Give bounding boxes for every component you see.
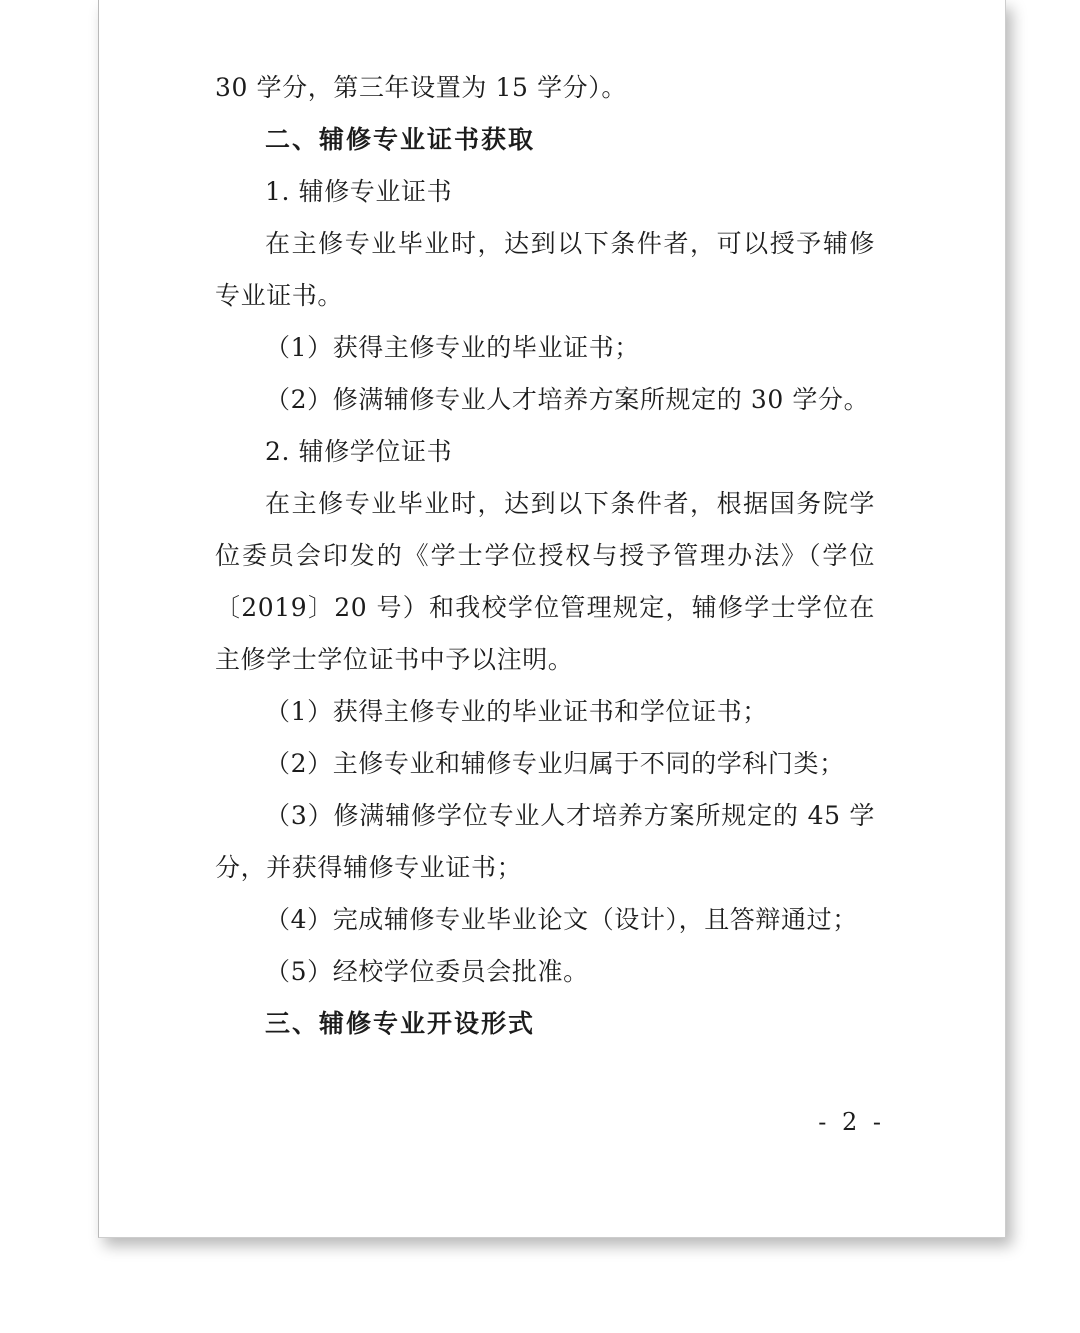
list-item-minor-degree-4: （4）完成辅修专业毕业论文（设计），且答辩通过； bbox=[265, 905, 858, 934]
page-number: - 2 - bbox=[818, 1108, 885, 1136]
section-heading-two: 二、辅修专业证书获取 bbox=[265, 125, 536, 154]
document-text-body bbox=[215, 62, 875, 1050]
list-item-minor-degree-5: （5）经校学位委员会批准。 bbox=[265, 957, 589, 986]
paragraph-minor-certificate-condition: 在主修专业毕业时，达到以下条件者，可以授予辅修专业证书。 bbox=[215, 229, 875, 310]
list-item-minor-degree-3: （3）修满辅修学位专业人才培养方案所规定的 45 学分，并获得辅修专业证书； bbox=[215, 801, 875, 882]
subsection-minor-degree-certificate: 2. 辅修学位证书 bbox=[265, 437, 453, 466]
section-heading-three: 三、辅修专业开设形式 bbox=[265, 1009, 536, 1038]
paragraph-minor-degree-condition: 在主修专业毕业时，达到以下条件者，根据国务院学位委员会印发的《学士学位授权与授予管理办法》（学位〔2019〕20 号）和我校学位管理规定，辅修学士学位在主修学士学位证书中予以注明。 bbox=[215, 489, 875, 674]
subsection-minor-certificate: 1. 辅修专业证书 bbox=[265, 177, 453, 206]
list-item-minor-degree-2: （2）主修专业和辅修专业归属于不同的学科门类； bbox=[265, 749, 845, 778]
list-item-minor-cert-2: （2）修满辅修专业人才培养方案所规定的 30 学分。 bbox=[265, 385, 870, 414]
document-page-content bbox=[99, 0, 1005, 1237]
document-page-sheet bbox=[98, 0, 1006, 1238]
paragraph-continuation-credits: 30 学分，第三年设置为 15 学分）。 bbox=[215, 73, 627, 102]
list-item-minor-degree-1: （1）获得主修专业的毕业证书和学位证书； bbox=[265, 697, 768, 726]
list-item-minor-cert-1: （1）获得主修专业的毕业证书； bbox=[265, 333, 640, 362]
